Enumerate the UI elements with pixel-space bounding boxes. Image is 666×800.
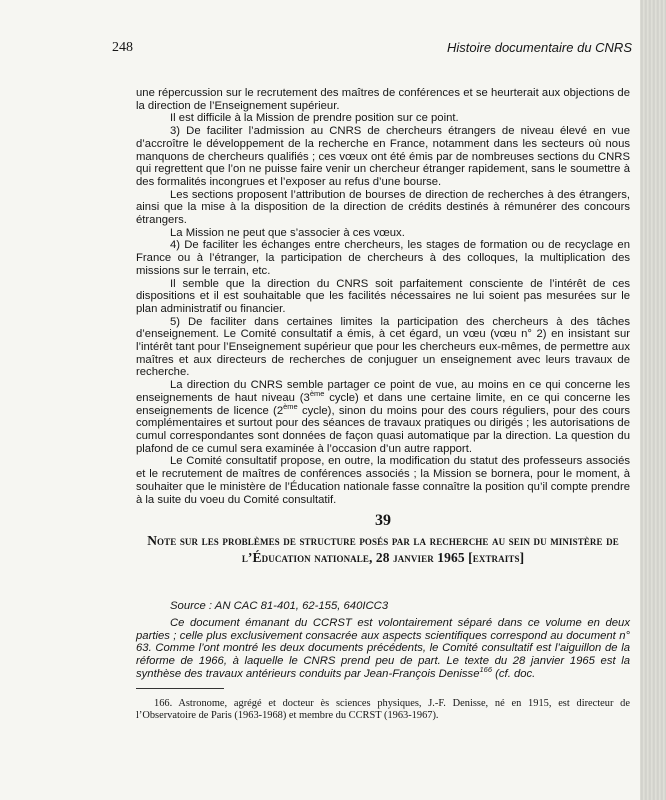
text-run: cycle), sinon du moins pour des cours réguliers, pour des cours complémentaires et surtout pour des séances de travaux pratiques ou dirigés ; les autorisations de cumul correspondantes sont données de façon quasi automatique par la direction. La question du plafond de ce cumul sera examinée à l’occasion d’un autre rapport.	[136, 404, 631, 455]
running-title: Histoire documentaire du CNRS	[447, 40, 632, 55]
paragraph: Le Comité consultatif propose, en outre, la modification du statut des professeurs associés et le recrutement de maîtres de conférences associés ; la Mission se bornera, pour le moment, à souhaiter que le ministère de l’Éducation nationale fasse connaître la position qu’il compte prendre à la suite du voeu du Comité consultatif.	[136, 455, 630, 506]
paragraph: Il est difficile à la Mission de prendre position sur ce point.	[170, 112, 459, 125]
footnote: 166. Astronome, agrégé et docteur ès sciences physiques, J.-F. Denisse, né en 1915, est directeur de l’Observatoire de Paris (1963-1968) et membre du CCRST (1963-1967).	[136, 698, 630, 721]
source-line: Source : AN CAC 81-401, 62-155, 640ICC3	[170, 600, 389, 612]
paragraph	[136, 379, 630, 455]
paragraph: 5) De faciliter dans certaines limites la participation des chercheurs à des tâches d’enseignement. Le Comité consultatif a émis, à cet égard, un vœu (vœu n° 2) en insistant sur l’intérêt tant pour l’Enseignement supérieur que pour les chercheurs eux-mêmes, de permettre aux maîtres et aux directeurs de recherches de conjuguer un enseignement avec leurs travaux de recherche.	[136, 315, 630, 379]
page-header	[112, 40, 632, 60]
intro-text: Ce document émanant du CCRST est volontairement séparé dans ce volume en deux parties ; celle plus exclusivement consacrée aux aspects scientifiques correspond au document n° 63. Comme l’ont montré les deux documents précédents, le Comité consultatif est l’aiguillon de la réforme de 1966, à laquelle le CNRS prend peu de part. Le texte du 28 janvier 1965 est la synthèse des travaux antérieurs conduits par Jean-François Denisse	[136, 617, 630, 680]
text-run: cycle) et dans une certaine limite, en ce qui concerne les enseignements de licence (2	[136, 391, 630, 417]
superscript: ème	[309, 389, 325, 399]
paragraph: une répercussion sur le recrutement des maîtres de conférences et se heurterait aux objections de la direction de l’Enseignement supérieur.	[136, 87, 630, 112]
intro-end: (cf. doc.	[492, 667, 536, 680]
paragraph: La Mission ne peut que s’associer à ces vœux.	[170, 226, 405, 239]
paragraph: 4) De faciliter les échanges entre chercheurs, les stages de formation ou de recyclage en France ou à l’étranger, la participation de chercheurs à des colloques, la multiplication des missions sur le terrain, etc.	[136, 239, 630, 277]
page-number: 248	[112, 40, 133, 55]
document-number: 39	[375, 512, 391, 529]
footnote-divider	[136, 688, 224, 689]
text-run: La direction du CNRS semble partager ce point de vue, au moins en ce qui concerne les enseignements de haut niveau (3	[136, 379, 630, 404]
superscript: ème	[283, 401, 298, 411]
document-intro	[136, 617, 630, 681]
document-title: Note sur les problèmes de structure posés par la recherche au sein du ministère de l’Éducation nationale, 28 janvier 1965 [extraits]	[147, 533, 619, 565]
paragraph: Il semble que la direction du CNRS soit parfaitement consciente de l’intérêt de ces dispositions et il est souhaitable que les facilités nécessaires ne lui soient pas mesurées sur le plan administratif ou financier.	[136, 277, 630, 315]
paragraph: Les sections proposent l’attribution de bourses de direction de recherches à des étrangers, ainsi que la mise à la disposition de la direction de crédits destinés à rémunérer des concours étrangers.	[136, 188, 630, 227]
footnote-reference: 166	[479, 665, 492, 675]
body-text	[136, 87, 630, 506]
page-edge	[640, 0, 666, 800]
paragraph: 3) De faciliter l’admission au CNRS de chercheurs étrangers de niveau élevé en vue d’accroître le développement de la recherche en France, notamment dans les secteurs où nous manquons de chercheurs qualifiés ; ces vœux ont été émis par de nombreuses sections du CNRS qui regrettent que l’on ne puisse faire venir un chercheur étranger rapidement, sans le soumettre à des formalités incongrues et l’exposer au refus d’une bourse.	[136, 125, 630, 188]
